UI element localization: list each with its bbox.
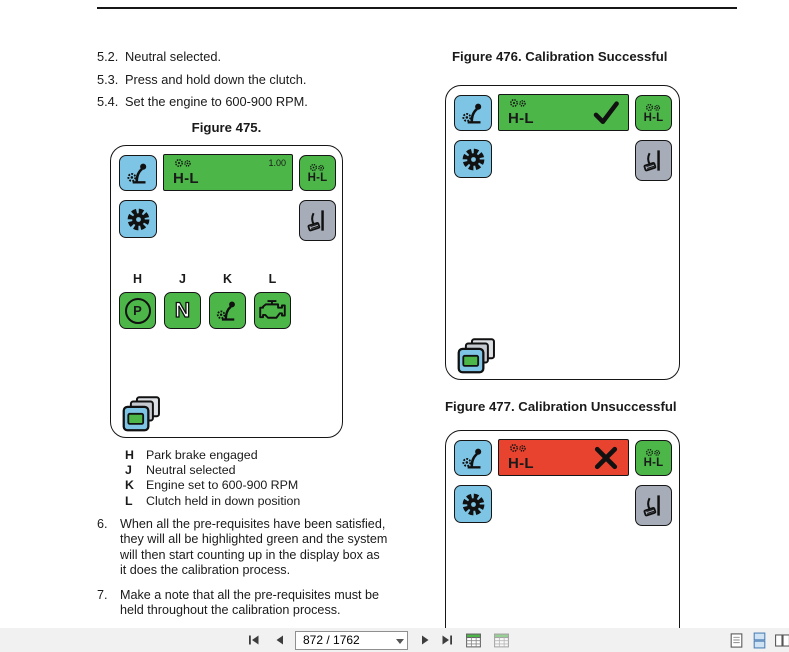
display-value: 1.00 bbox=[268, 158, 286, 168]
cogs-icon bbox=[309, 163, 327, 172]
legend-text: Clutch held in down position bbox=[146, 493, 301, 508]
layers-icon bbox=[121, 395, 162, 433]
figure-476-title: Figure 476. Calibration Successful bbox=[452, 49, 668, 64]
park-brake-icon bbox=[119, 292, 156, 329]
item-number: 7. bbox=[97, 588, 108, 602]
clutch-pedal-icon bbox=[635, 485, 672, 526]
calibration-display bbox=[163, 154, 293, 191]
cogs-icon bbox=[174, 158, 194, 168]
legend-text: Park brake engaged bbox=[146, 448, 258, 462]
secondary-grid-icon[interactable] bbox=[492, 631, 510, 649]
prereq-letter-j: J bbox=[179, 272, 186, 286]
display-range-label: H-L bbox=[508, 110, 534, 127]
figure-477-title: Figure 477. Calibration Unsuccessful bbox=[445, 399, 677, 414]
badge-label: H-L bbox=[643, 112, 664, 124]
last-page-button[interactable] bbox=[438, 631, 456, 649]
shift-lever-icon bbox=[454, 95, 492, 131]
hl-range-badge bbox=[299, 155, 336, 191]
step-number: 5.3. bbox=[97, 72, 119, 87]
item-text: When all the pre-requisites have been satisfied, they will all be highlighted green and the system will then start counting up in the display box as it does the calibration process. bbox=[120, 517, 388, 578]
check-icon bbox=[591, 98, 621, 128]
transmission-gear-icon bbox=[119, 200, 157, 238]
hl-range-badge bbox=[635, 95, 672, 131]
display-range-label: H-L bbox=[173, 170, 199, 187]
display-range-label: H-L bbox=[508, 455, 534, 472]
shift-lever-icon bbox=[454, 440, 492, 476]
gear-lever-icon bbox=[209, 292, 246, 329]
list-item-6 bbox=[97, 517, 388, 579]
prereq-letter-h: H bbox=[132, 272, 143, 286]
facing-pages-view-icon[interactable] bbox=[773, 631, 789, 649]
prereq-letter-l: L bbox=[268, 272, 277, 286]
step-5-3 bbox=[97, 72, 306, 87]
figure-475-legend bbox=[125, 448, 300, 509]
neutral-letter: N bbox=[174, 299, 191, 322]
clutch-pedal-icon bbox=[299, 200, 336, 241]
legend-key: K bbox=[125, 478, 134, 493]
legend-row bbox=[125, 494, 300, 509]
cogs-icon bbox=[509, 98, 529, 108]
first-page-button[interactable] bbox=[245, 631, 263, 649]
page-number-box[interactable] bbox=[295, 631, 408, 650]
step-text: Neutral selected. bbox=[125, 49, 222, 64]
legend-row bbox=[125, 478, 300, 493]
continuous-view-icon[interactable] bbox=[750, 631, 768, 649]
cross-icon bbox=[591, 443, 621, 473]
figure-476-panel bbox=[445, 85, 680, 380]
single-page-view-icon[interactable] bbox=[727, 631, 745, 649]
shift-lever-icon bbox=[119, 155, 157, 191]
next-page-button[interactable] bbox=[416, 631, 434, 649]
badge-label: H-L bbox=[643, 457, 664, 469]
hl-range-badge bbox=[635, 440, 672, 476]
clutch-pedal-icon bbox=[635, 140, 672, 181]
step-number: 5.2. bbox=[97, 49, 119, 64]
engine-icon bbox=[254, 292, 291, 329]
step-text: Press and hold down the clutch. bbox=[125, 72, 307, 87]
legend-text: Neutral selected bbox=[146, 463, 236, 478]
legend-text: Engine set to 600-900 RPM bbox=[146, 478, 299, 493]
transmission-gear-icon bbox=[454, 485, 492, 523]
step-text: Set the engine to 600-900 RPM. bbox=[125, 94, 308, 109]
figure-477-panel bbox=[445, 430, 680, 628]
cogs-icon bbox=[509, 443, 529, 453]
neutral-icon bbox=[164, 292, 201, 329]
step-5-2 bbox=[97, 49, 221, 64]
figure-475-panel bbox=[110, 145, 343, 438]
step-5-4 bbox=[97, 94, 308, 109]
list-item-7 bbox=[97, 588, 388, 619]
layers-icon bbox=[456, 337, 497, 375]
viewer-toolbar bbox=[0, 628, 789, 652]
legend-key: H bbox=[125, 448, 134, 462]
step-number: 5.4. bbox=[97, 94, 119, 109]
item-number: 6. bbox=[97, 517, 108, 531]
prereq-letter-k: K bbox=[222, 272, 233, 286]
badge-label: H-L bbox=[307, 172, 328, 184]
legend-row bbox=[125, 448, 300, 463]
legend-key: J bbox=[125, 463, 132, 478]
figure-475-title: Figure 475. bbox=[191, 120, 262, 135]
previous-page-button[interactable] bbox=[271, 631, 289, 649]
page-dropdown-caret-icon[interactable] bbox=[396, 639, 404, 644]
page-number-input[interactable] bbox=[296, 632, 392, 649]
item-text: Make a note that all the pre-requisites must be held throughout the calibration process. bbox=[120, 588, 380, 618]
thumbnail-grid-icon[interactable] bbox=[464, 631, 482, 649]
legend-key: L bbox=[125, 493, 133, 508]
cogs-icon bbox=[645, 448, 663, 457]
calibration-display bbox=[498, 94, 629, 131]
page-top-rule bbox=[97, 7, 737, 9]
transmission-gear-icon bbox=[454, 140, 492, 178]
calibration-display bbox=[498, 439, 629, 476]
park-letter: P bbox=[133, 303, 142, 318]
legend-row bbox=[125, 463, 300, 478]
cogs-icon bbox=[645, 103, 663, 112]
